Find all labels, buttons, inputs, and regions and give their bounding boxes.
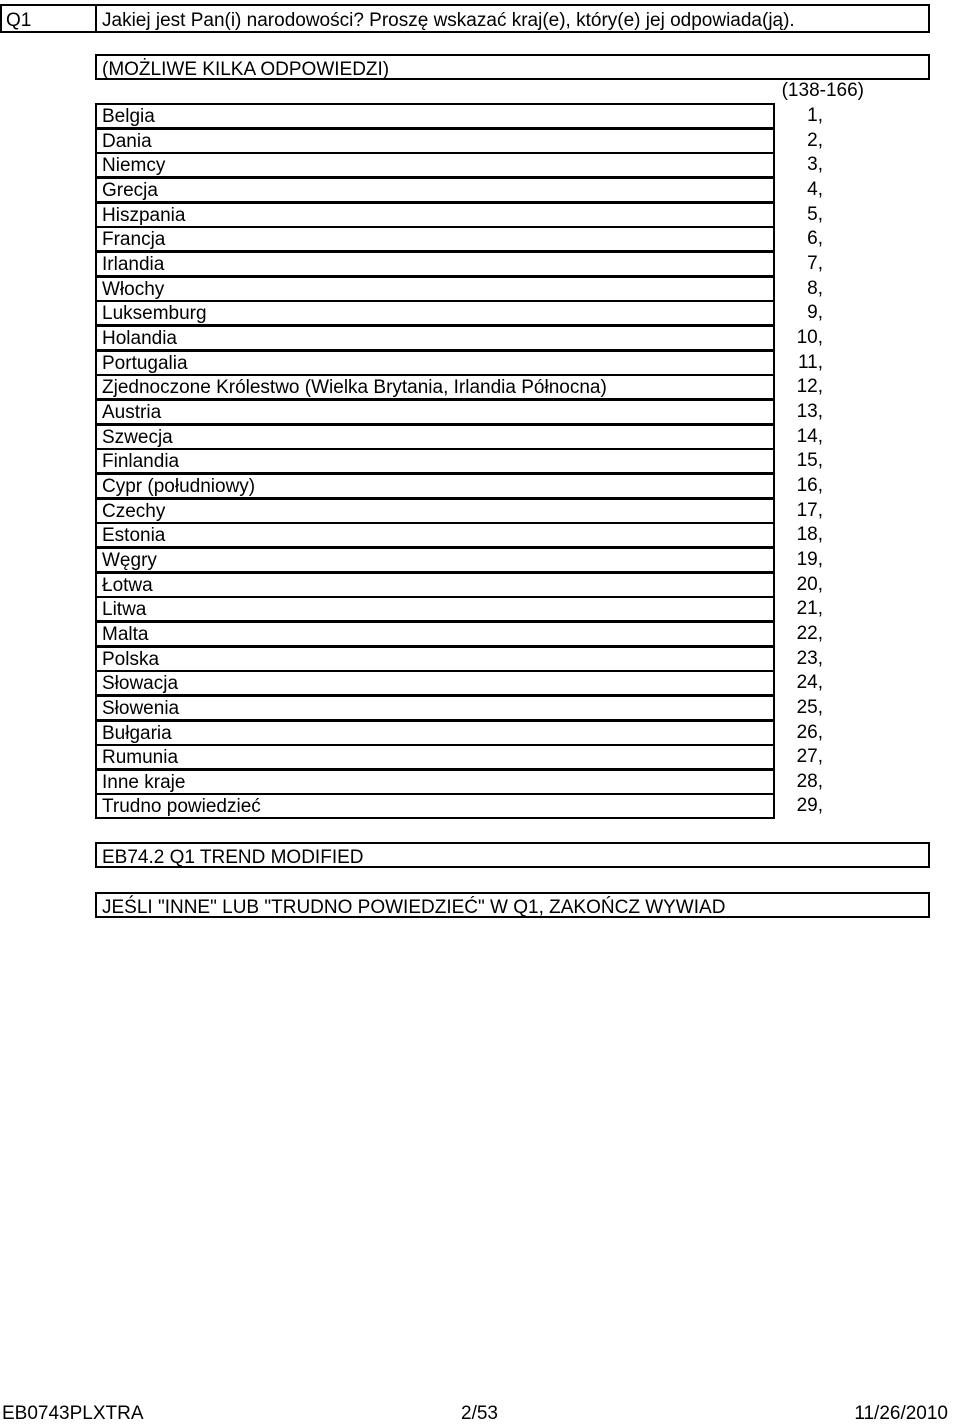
option-label: Litwa [102, 599, 147, 620]
option-code: 24, [796, 672, 823, 693]
option-row [95, 325, 775, 351]
option-code: 13, [796, 401, 823, 422]
instruction-cell [95, 54, 930, 80]
option-label: Hiszpania [102, 205, 186, 226]
option-label: Dania [102, 131, 152, 152]
option-row [95, 596, 775, 622]
option-code: 15, [796, 450, 823, 471]
option-label: Finlandia [102, 451, 180, 472]
option-row [95, 473, 775, 499]
footer-date: 11/26/2010 [854, 1403, 948, 1424]
option-code: 19, [796, 549, 823, 570]
footer-doc-id: EB0743PLXTRA [2, 1403, 144, 1424]
option-code: 25, [796, 697, 823, 718]
question-text: Jakiej jest Pan(i) narodowości? Proszę wskazać kraj(e), który(e) jej odpowiada(ją). [102, 10, 795, 31]
option-code: 11, [797, 352, 823, 373]
option-label: Szwecja [102, 427, 173, 448]
option-row [95, 276, 775, 302]
option-label: Malta [102, 624, 149, 645]
option-row [95, 498, 775, 524]
option-row [95, 128, 775, 154]
trend-note-cell [95, 842, 930, 868]
option-row [95, 350, 775, 376]
option-label: Irlandia [102, 254, 165, 275]
option-label: Węgry [102, 550, 157, 571]
option-row [95, 744, 775, 770]
option-label: Słowenia [102, 698, 180, 719]
option-row [95, 374, 775, 400]
option-row [95, 670, 775, 696]
option-label: Holandia [102, 328, 177, 349]
option-code: 12, [796, 376, 823, 397]
option-row [95, 646, 775, 672]
option-label: Austria [102, 402, 162, 423]
option-code: 1, [807, 105, 823, 126]
option-row [95, 177, 775, 203]
option-code: 3, [807, 154, 823, 175]
option-code: 14, [796, 426, 823, 447]
option-code: 26, [796, 722, 823, 743]
option-code: 5, [807, 204, 823, 225]
option-label: Polska [102, 649, 160, 670]
option-row [95, 547, 775, 573]
trend-note: EB74.2 Q1 TREND MODIFIED [102, 847, 364, 868]
option-code: 21, [796, 598, 823, 619]
option-label: Czechy [102, 501, 166, 522]
option-code: 2, [807, 130, 823, 151]
option-code: 6, [807, 228, 823, 249]
question-text-cell [95, 4, 930, 33]
option-code: 4, [807, 179, 823, 200]
option-row [95, 769, 775, 795]
option-label: Cypr (południowy) [102, 476, 256, 497]
option-code: 7, [807, 253, 823, 274]
code-range: (138-166) [781, 80, 864, 101]
option-label: Belgia [102, 106, 155, 127]
option-row [95, 522, 775, 548]
option-code: 9, [807, 302, 823, 323]
option-label: Estonia [102, 525, 166, 546]
option-row [95, 621, 775, 647]
option-label: Włochy [102, 279, 165, 300]
instruction-text: (MOŻLIWE KILKA ODPOWIEDZI) [102, 59, 390, 80]
option-row [95, 226, 775, 252]
option-code: 17, [796, 500, 823, 521]
option-label: Trudno powiedzieć [102, 796, 261, 817]
option-label: Inne kraje [102, 772, 186, 793]
option-label: Luksemburg [102, 303, 207, 324]
option-code: 28, [796, 771, 823, 792]
option-row [95, 793, 775, 819]
option-row [95, 202, 775, 228]
option-code: 16, [796, 475, 823, 496]
option-row [95, 399, 775, 425]
option-label: Zjednoczone Królestwo (Wielka Brytania, Irlandia Północna) [102, 377, 607, 398]
question-number-cell [0, 4, 97, 33]
option-code: 10, [796, 327, 823, 348]
option-row [95, 424, 775, 450]
option-code: 8, [807, 278, 823, 299]
option-row [95, 572, 775, 598]
option-code: 22, [796, 623, 823, 644]
option-label: Grecja [102, 180, 158, 201]
option-row [95, 448, 775, 474]
option-code: 23, [796, 648, 823, 669]
option-label: Słowacja [102, 673, 179, 694]
option-code: 29, [796, 795, 823, 816]
option-label: Łotwa [102, 575, 153, 596]
option-code: 18, [796, 524, 823, 545]
question-number: Q1 [6, 10, 32, 31]
footer-page-number: 2/53 [461, 1403, 498, 1424]
option-code: 27, [796, 746, 823, 767]
option-row [95, 720, 775, 746]
option-label: Rumunia [102, 747, 179, 768]
option-label: Portugalia [102, 353, 188, 374]
option-label: Francja [102, 229, 166, 250]
option-label: Niemcy [102, 155, 166, 176]
option-row [95, 300, 775, 326]
option-row [95, 251, 775, 277]
filter-instruction-cell [95, 892, 930, 918]
option-code: 20, [796, 574, 823, 595]
option-row [95, 152, 775, 178]
option-row [95, 103, 775, 129]
option-row [95, 695, 775, 721]
filter-instruction: JEŚLI "INNE" LUB "TRUDNO POWIEDZIEĆ" W Q1, ZAKOŃCZ WYWIAD [102, 897, 726, 918]
option-label: Bułgaria [102, 723, 172, 744]
